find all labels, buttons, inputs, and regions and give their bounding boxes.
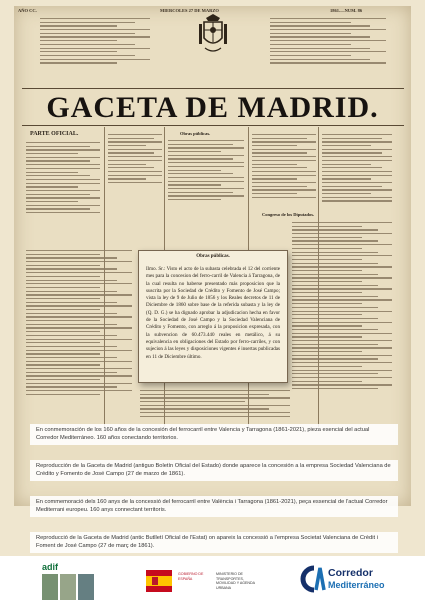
spain-coat-of-arms-icon: [146, 568, 172, 594]
adif-logo: [42, 562, 94, 602]
gazette-date: MIERCOLES 27 DE MARZO: [160, 8, 219, 13]
extract-text: [146, 266, 280, 361]
section-parte-oficial: PARTE OFICIAL.: [30, 131, 79, 137]
ministry-name: MINISTERIO DE TRANSPORTES, MOVILIDAD Y AGENDA URBANA: [216, 572, 255, 590]
adif-logo-image: [42, 574, 94, 600]
column-2-text: [108, 134, 162, 186]
corredor-mediterraneo-mark-icon: [296, 564, 326, 594]
caption-es-commemoration: En conmemoración de los 160 años de la concesión del ferrocarril entre Valencia y Tarragona (1861-2021), pieza esencial del actual Corredor Mediterráneo. 160 años conectando territorios.: [30, 424, 398, 445]
masthead-bottom-rule: [22, 125, 404, 126]
section-congreso: Congreso de los Diputados.: [262, 212, 315, 217]
extract-title: Obras públicas.: [196, 254, 230, 259]
footer-logos: [0, 556, 425, 606]
corredor-mediterraneo-logo: [296, 564, 384, 598]
caption-es-reproduction: Reproducción de la Gaceta de Madrid (antiguo Boletín Oficial del Estado) donde aparece la concesión a la empresa Sociedad Valenciana de Crédito y Fomento de José Campo (27 de marzo de 1861).: [30, 460, 398, 481]
budget-table-text: [26, 250, 132, 398]
gazette-masthead: GACETA DE MADRID.: [46, 91, 379, 124]
column-4-text: [252, 134, 316, 200]
masthead-top-rule: [22, 88, 404, 89]
gazette-highlight-extract: [138, 250, 288, 383]
caption-ca-reproduction: Reproducció de la Gaceta de Madrid (antic Butlletí Oficial de l'Estat) on apareix la concessió a l'empresa Societat Valenciana de Crèdit i Foment de José Campo (27 de març de 1861).: [30, 532, 398, 553]
column-5-text: [322, 134, 392, 204]
column-3-text: [168, 140, 244, 203]
coat-of-arms-icon: [196, 12, 230, 54]
header-left-text: [40, 18, 150, 66]
lower-center-text: [140, 390, 290, 420]
gazette-number: 1861.—NUM. 86: [330, 8, 363, 13]
mediterraneo-name: Mediterráneo: [328, 580, 385, 590]
extract-paragraph: Ilmo. Sr.: Visto el acto de la subasta celebrada el 12 del corriente mes para la concesion del ferro-carril de Valencia á Tarragona, de la cual resulta no haberse presentado más proposicion que la suscrita por la Sociedad de Crédito y Fomento de José Campo; vista la ley de 9 de Julio de 1856 y los Reales decretos de 11 de Diciembre de 1860 sobre base de la referida subasta y la ley de (Q. D. G.) se ha dignado aprobar la adjudicacion hecha en favor de la Sociedad de José Campo y la Sociedad Valenciana de Crédito y Fomento, con arreglo á la proposicion expresada, con la subvencion de 60.473.440 reales en metálico, á su equivalencia en obligaciones del Estado por ferro-carriles, y con sujecion á las leyes y disposiciones vigentes é insertas publicadas en 11 de Diciembre último.: [146, 266, 280, 360]
header-right-text: [270, 18, 386, 66]
column-1-text: [26, 142, 100, 216]
government-name: GOBIERNO DE ESPAÑA: [178, 572, 204, 581]
adif-logo-text: adif: [42, 562, 59, 572]
gazette-year: AÑO CC.: [18, 8, 37, 13]
corredor-name: Corredor: [328, 567, 373, 579]
caption-ca-commemoration: En commemoració dels 160 anys de la concessió del ferrocarril entre València i Tarragona (1861-2021), peça essencial de l'actual Corredor Mediterrani europeu. 160 anys connectant territoris.: [30, 496, 398, 517]
section-obras-publicas: Obras públicas.: [180, 131, 211, 136]
captions: [30, 418, 398, 564]
budget-table-right-text: [292, 222, 392, 392]
